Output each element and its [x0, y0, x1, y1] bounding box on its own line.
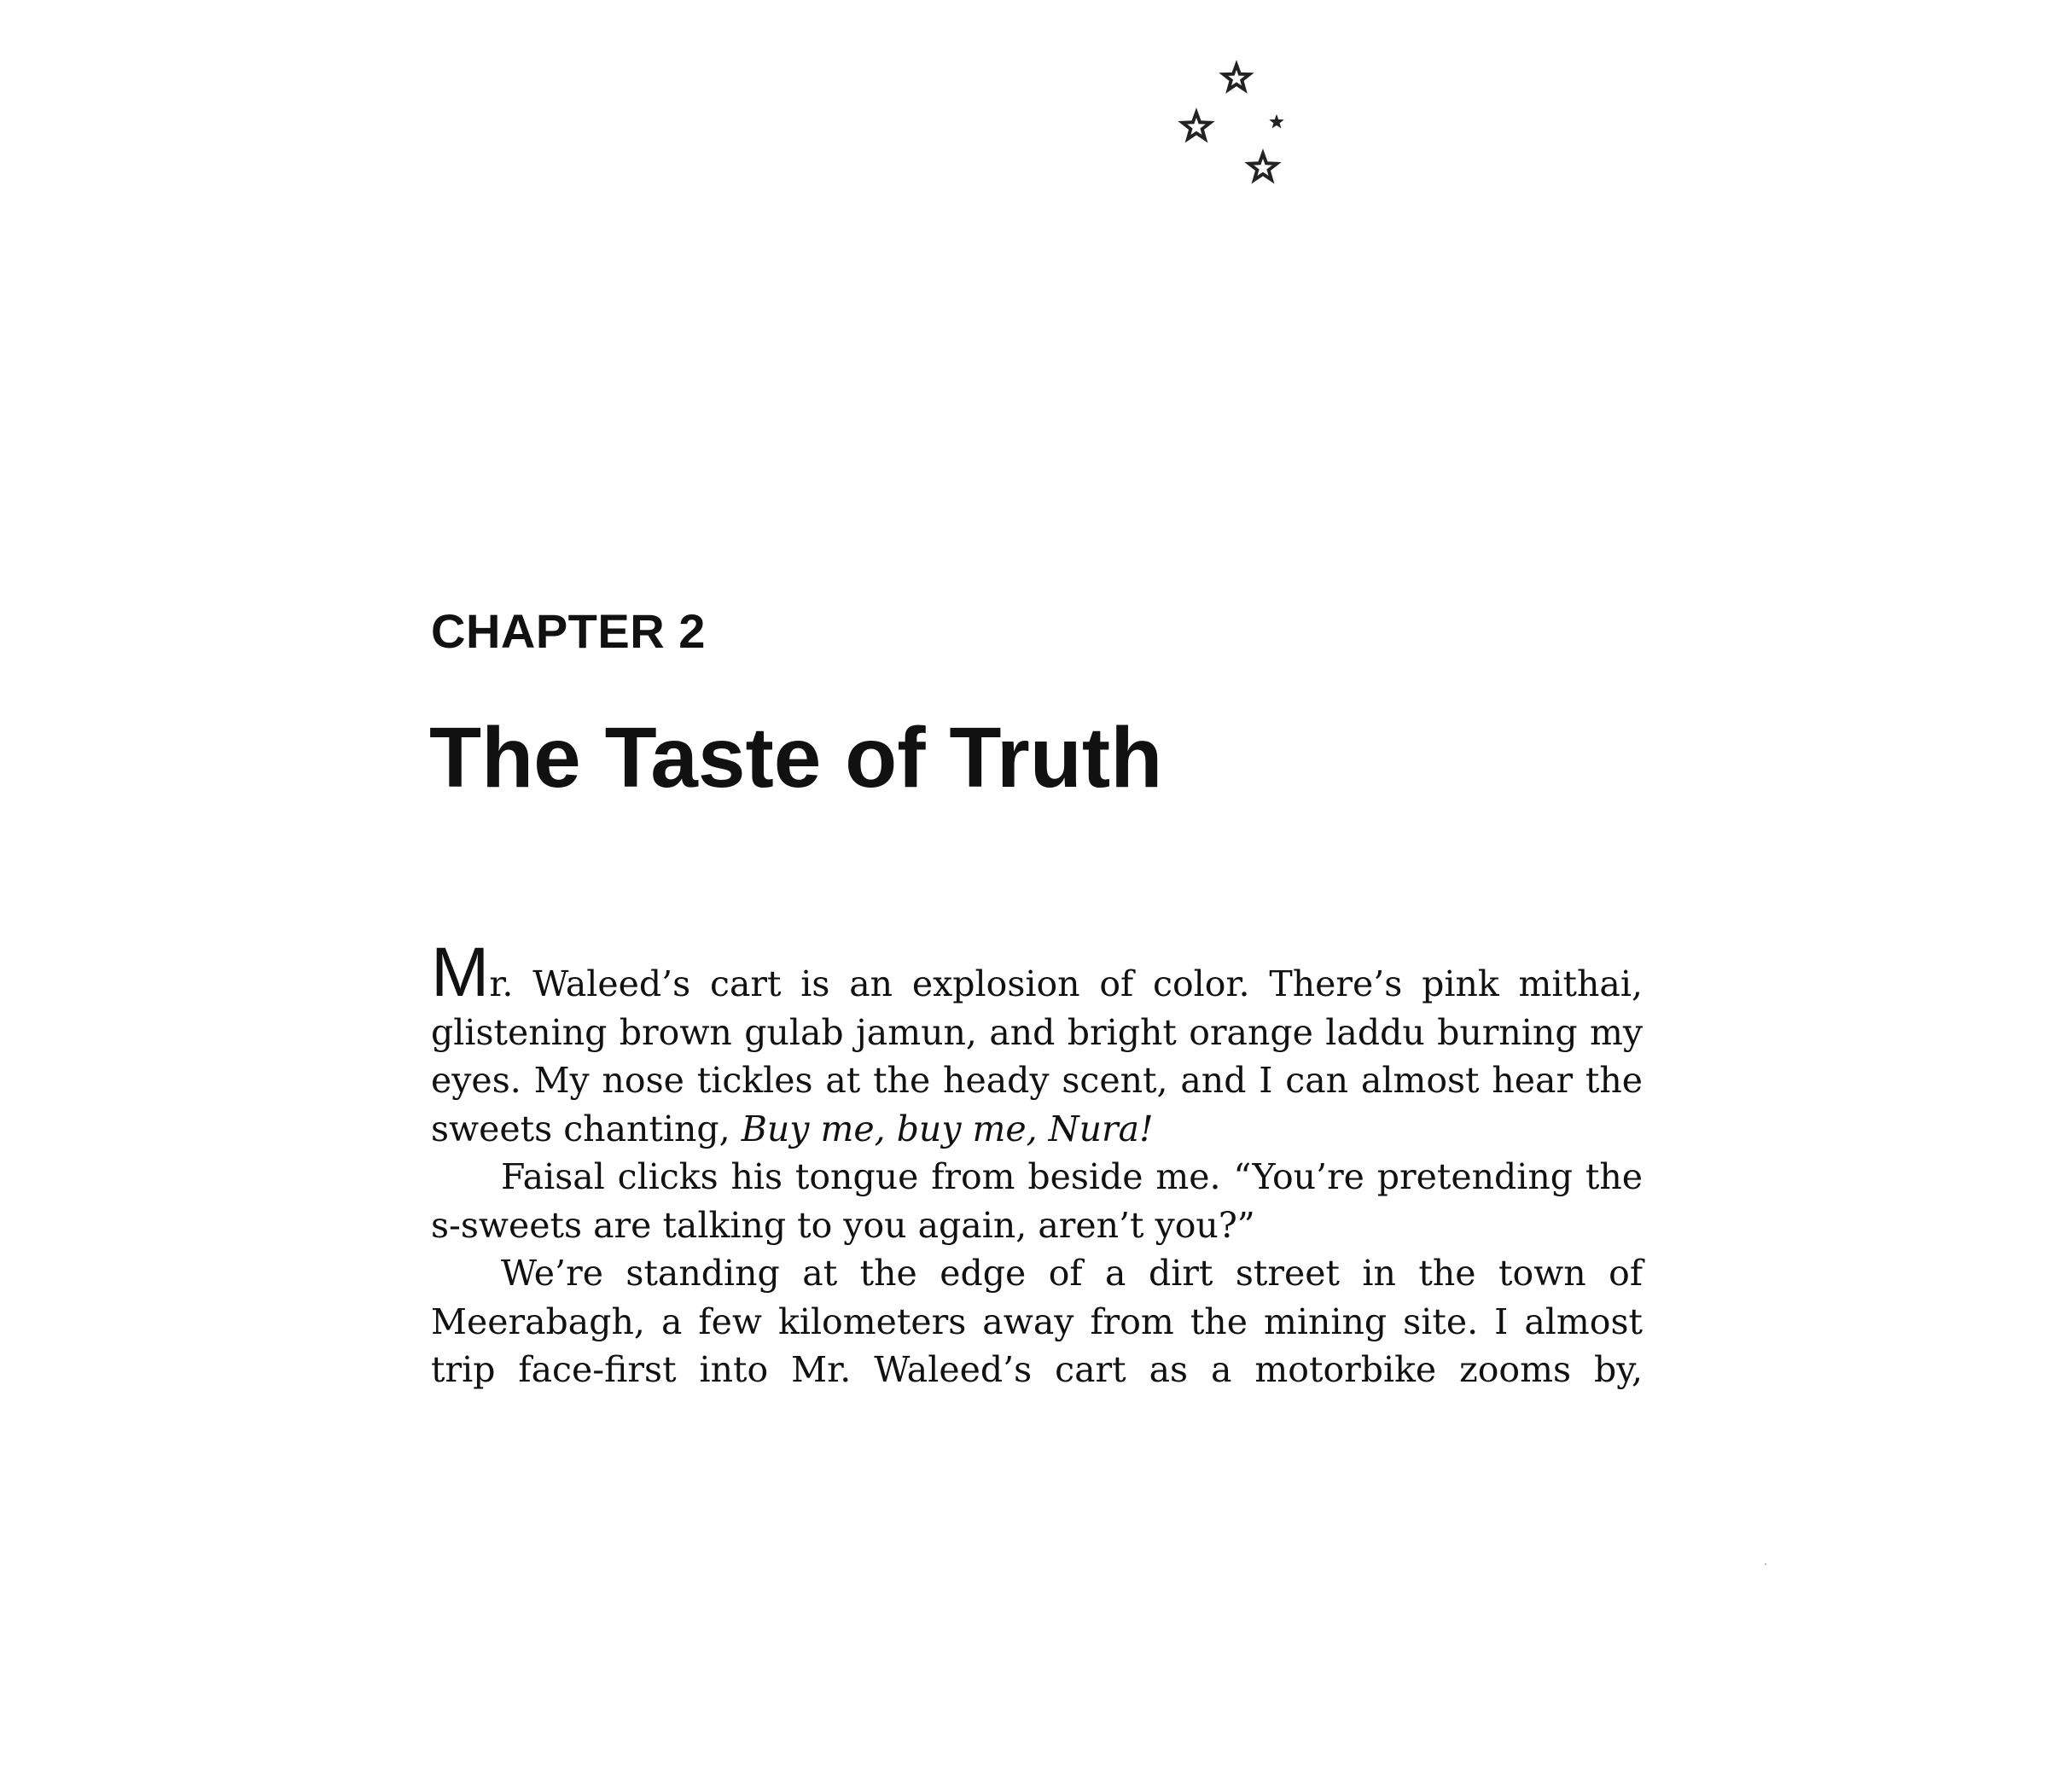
paragraph: Faisal clicks his tongue from beside me. “You’re pretending the s-sweets are talking to you again, aren’t you?”: [431, 1156, 1643, 1246]
paragraph: We’re standing at the edge of a dirt street in the town of Meerabagh, a few kilometers away from the mining site. I almost trip face-first into Mr. Waleed’s cart as a motorbike zooms by,: [431, 1253, 1643, 1390]
star-shape: [1271, 116, 1282, 127]
chapter-body: [431, 934, 1643, 1394]
stars-icon: [1169, 60, 1306, 205]
chapter-title: The Taste of Truth: [429, 710, 1163, 806]
star-shape: [1249, 154, 1277, 180]
paragraph: [431, 934, 1643, 1153]
paragraph-text: r. Waleed’s cart is an explosion of color. There’s pink mithai, glistening brown gulab jamun, and bright orange laddu burning my eyes. My nose tickles at the heady scent, and I can almost hear the sweets chanting,: [431, 963, 1643, 1149]
star-shape: [1183, 113, 1210, 139]
drop-cap: M: [431, 934, 490, 1011]
chapter-label: CHAPTER 2: [431, 604, 706, 658]
page-speck: [1765, 1563, 1766, 1565]
italic-thought: Buy me, buy me, Nura!: [741, 1108, 1154, 1149]
star-shape: [1224, 65, 1249, 90]
